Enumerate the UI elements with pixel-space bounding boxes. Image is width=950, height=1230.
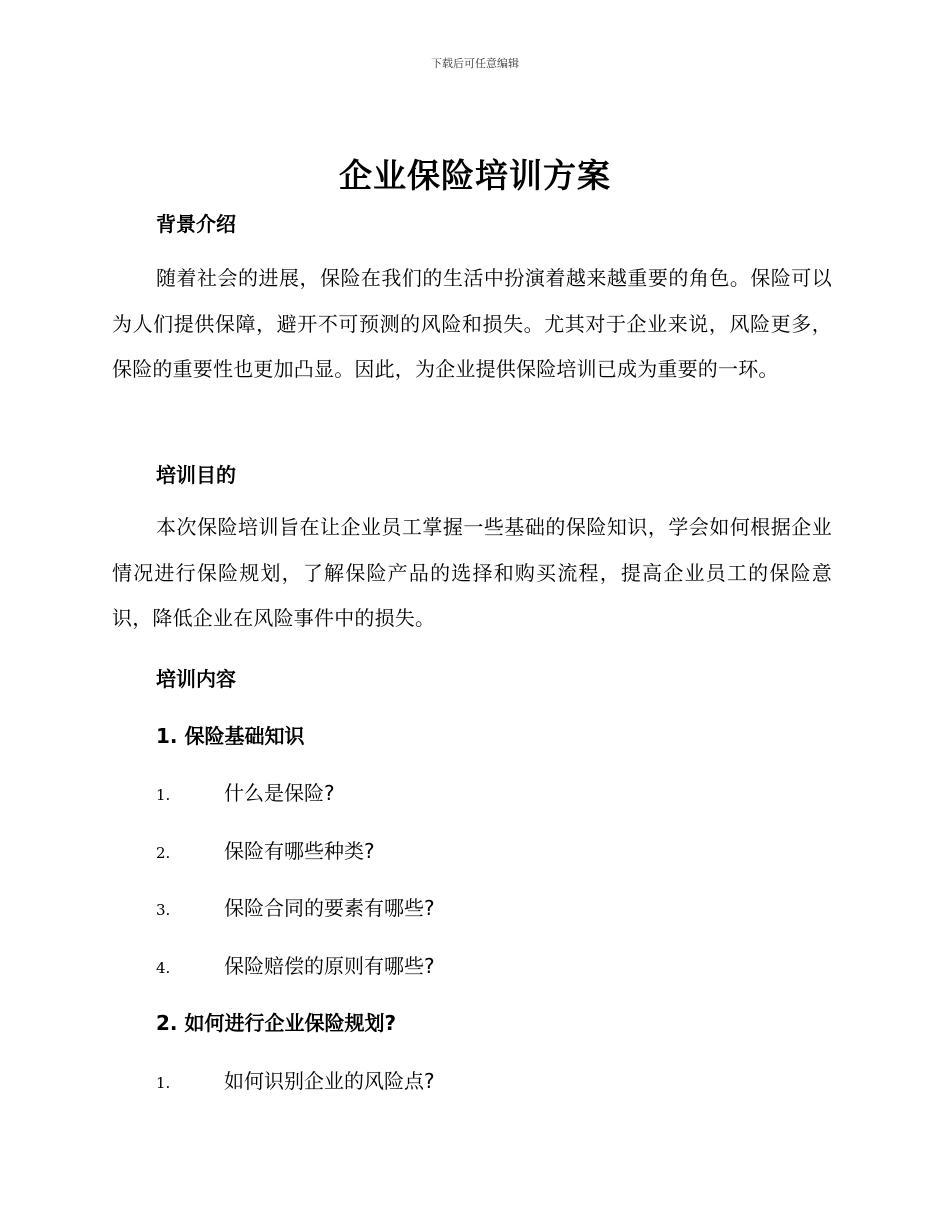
list-number: 1. [156, 1074, 171, 1092]
section-heading-purpose: 培训目的 [156, 463, 236, 487]
header-note: 下载后可任意编辑 [431, 57, 519, 70]
list-item-text: 如何识别企业的风险点? [224, 1069, 435, 1093]
list-item [156, 950, 435, 979]
background-paragraph: 随着社会的进展，保险在我们的生活中扮演着越来越重要的角色。保险可以为人们提供保障，避开不可预测的风险和损失。尤其对于企业来说，风险更多，保险的重要性也更加凸显。因此，为企业提供保险培训已成为重要的一环。 [112, 266, 832, 381]
list-item [156, 777, 335, 806]
purpose-paragraph: 本次保险培训旨在让企业员工掌握一些基础的保险知识，学会如何根据企业情况进行保险规划，了解保险产品的选择和购买流程，提高企业员工的保险意识，降低企业在风险事件中的损失。 [112, 515, 832, 630]
list-item-text: 保险有哪些种类? [224, 839, 375, 863]
subsection-heading-planning: 2. 如何进行企业保险规划? [156, 1011, 397, 1035]
list-item [156, 1065, 435, 1094]
list-number: 4. [156, 959, 171, 977]
subsection-heading-insurance-basics: 1. 保险基础知识 [156, 724, 305, 748]
list-number: 3. [156, 901, 171, 919]
section-heading-background: 背景介绍 [156, 212, 236, 236]
section-heading-content: 培训内容 [156, 667, 236, 691]
list-number: 1. [156, 786, 171, 804]
list-item [156, 892, 435, 921]
list-number: 2. [156, 844, 171, 862]
list-item [156, 835, 375, 864]
list-item-text: 保险赔偿的原则有哪些? [224, 954, 435, 978]
document-title: 企业保险培训方案 [339, 156, 611, 195]
list-item-text: 保险合同的要素有哪些? [224, 896, 435, 920]
list-item-text: 什么是保险? [224, 781, 335, 805]
